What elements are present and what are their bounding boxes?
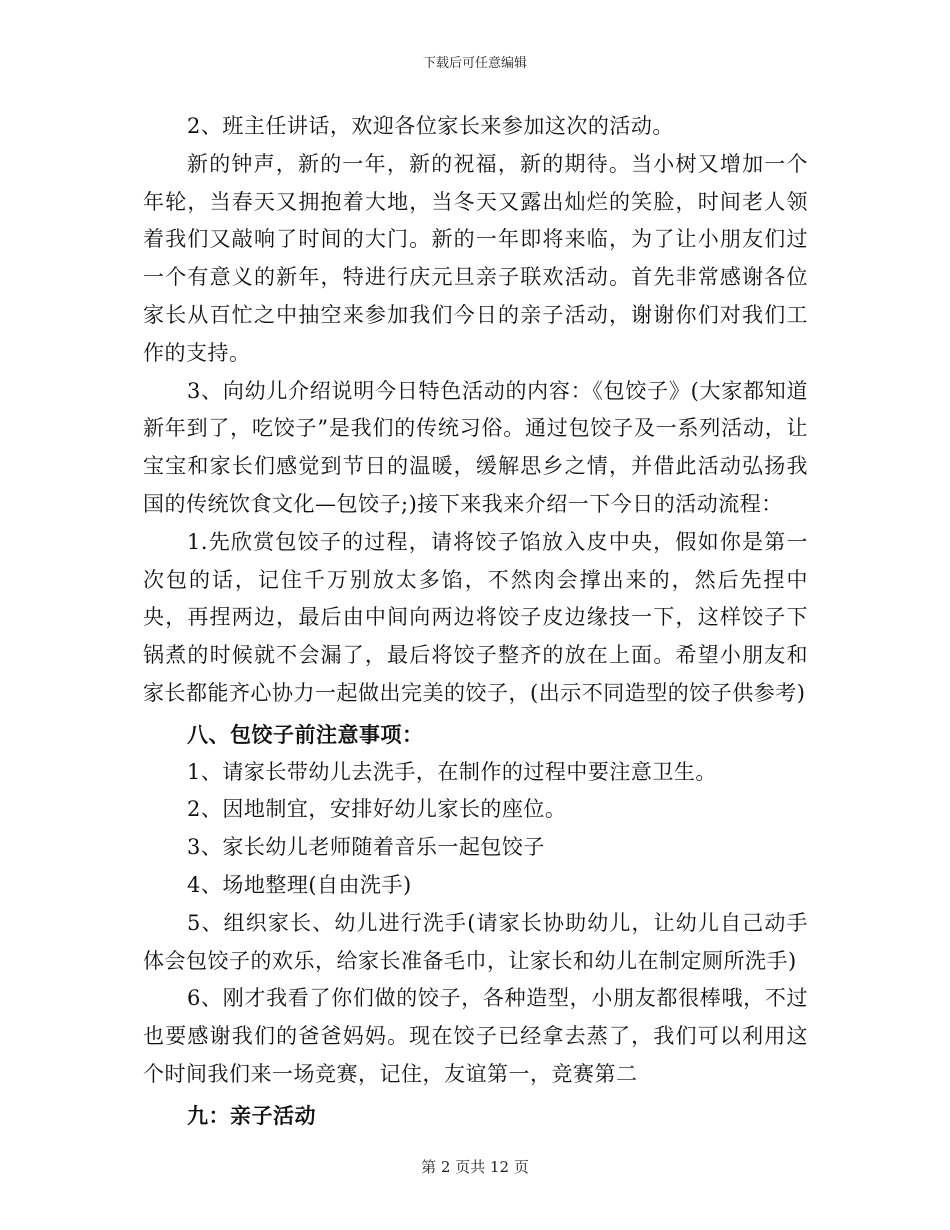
list-item-competition: 6、刚才我看了你们做的饺子，各种造型，小朋友都很棒哦，不过也要感谢我们的爸爸妈妈。现在饺子已经拿去蒸了，我们可以利用这个时间我们来一场竞赛，记住，友谊第一，竞赛第二: [143, 986, 808, 1086]
paragraph-activity-intro: 3、向幼儿介绍说明今日特色活动的内容：《包饺子》(大家都知道新年到了，吃饺子”是我们的传统习俗。通过包饺子及一系列活动，让宝宝和家长们感觉到节日的温暖，缓解思乡之情，并借此活动弘扬我国的传统饮食文化—包饺子;)接下来我来介绍一下今日的活动流程：: [143, 378, 808, 516]
list-item-cleanup: 4、场地整理(自由洗手): [187, 872, 412, 897]
list-item-organize-washing: 5、组织家长、幼儿进行洗手(请家长协助幼儿，让幼儿自己动手体会包饺子的欢乐，给家长准备毛巾，让家长和幼儿在制定厕所洗手): [143, 910, 808, 973]
list-item-seating: 2、因地制宜，安排好幼儿家长的座位。: [187, 797, 567, 822]
page-header-note: 下载后可任意编辑: [422, 56, 527, 71]
section-heading-parent-child-activity: 九：亲子活动: [187, 1102, 316, 1128]
page-number-footer: 第 2 页共 12 页: [421, 1158, 529, 1176]
list-item-wash-hands: 1、请家长带幼儿去洗手，在制作的过程中要注意卫生。: [187, 759, 717, 784]
section-heading-precautions: 八、包饺子前注意事项：: [187, 721, 424, 747]
paragraph-teacher-speech: 2、班主任讲话，欢迎各位家长来参加这次的活动。: [187, 114, 674, 138]
paragraph-new-year-greeting: 新的钟声，新的一年，新的祝福，新的期待。当小树又增加一个年轮，当春天又拥抱着大地，当冬天又露出灿烂的笑脸，时间老人领着我们又敲响了时间的大门。新的一年即将来临，为了让小朋友们过一个有意义的新年，特进行庆元旦亲子联欢活动。首先非常感谢各位家长从百忙之中抽空来参加我们今日的亲子活动，谢谢你们对我们工作的支持。: [143, 151, 808, 365]
document-body: [143, 108, 808, 1135]
list-item-make-dumplings: 3、家长幼儿老师随着音乐一起包饺子: [187, 835, 545, 860]
paragraph-dumpling-process: 1.先欣赏包饺子的过程，请将饺子馅放入皮中央，假如你是第一次包的话，记住千万别放太多馅，不然肉会撑出来的，然后先捏中央，再捏两边，最后由中间向两边将饺子皮边缘技一下，这样饺子下锅煮的时候就不会漏了，最后将饺子整齐的放在上面。希望小朋友和家长都能齐心协力一起做出完美的饺子，(出示不同造型的饺子供参考): [143, 529, 808, 705]
